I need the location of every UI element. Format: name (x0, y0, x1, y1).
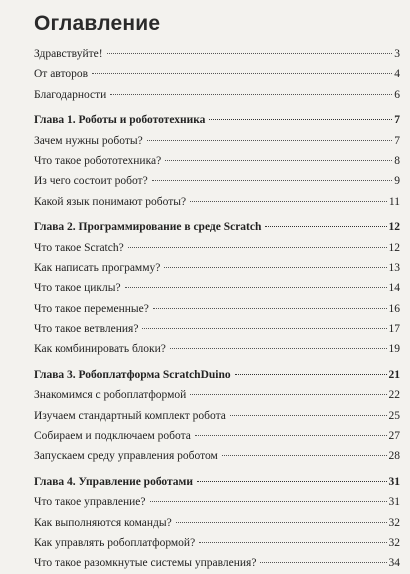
toc-entry-label: Что такое переменные? (34, 302, 149, 315)
toc-page-number: 4 (394, 68, 400, 81)
dot-leader (147, 140, 393, 141)
toc-page-number: 28 (388, 450, 400, 463)
toc-chapter-row (0, 217, 410, 237)
dot-leader (165, 160, 392, 161)
toc-entry-label: Глава 2. Программирование в среде Scratch (34, 221, 262, 234)
toc-entry-label: Что такое ветвления? (34, 323, 139, 336)
toc-page-number: 32 (388, 516, 400, 529)
toc-entry-row (0, 258, 410, 278)
toc-page-number: 32 (388, 536, 400, 549)
toc-entry-label: Глава 4. Управление роботами (34, 475, 194, 488)
toc-entry-label: Изучаем стандартный комплект робота (34, 409, 226, 422)
dot-leader (190, 394, 386, 395)
toc-entry-row (0, 238, 410, 258)
toc-page-number: 27 (388, 430, 400, 443)
toc-entry-label: Что такое разомкнутые системы управления? (34, 557, 257, 570)
toc-entry-row (0, 319, 410, 339)
toc-chapter-row (0, 472, 410, 492)
toc-entry-label: От авторов (34, 68, 89, 81)
toc-page-number: 8 (394, 154, 400, 167)
toc-entry-label: Запускаем среду управления роботом (34, 450, 218, 463)
dot-leader (110, 94, 392, 95)
toc-page-number: 14 (388, 282, 400, 295)
toc-entry-row (0, 131, 410, 151)
toc-entry-label: Что такое робототехника? (34, 154, 162, 167)
toc-page-number: 12 (388, 221, 400, 234)
toc-entry-label: Что такое управление? (34, 496, 146, 509)
toc-page-number: 16 (388, 302, 400, 315)
toc-page-number: 12 (388, 241, 400, 254)
dot-leader (197, 481, 386, 482)
toc-entry-row (0, 553, 410, 573)
dot-leader (199, 542, 386, 543)
dot-leader (260, 562, 386, 563)
toc-entry-row (0, 278, 410, 298)
toc-chapter-row (0, 365, 410, 385)
dot-leader (125, 287, 387, 288)
toc-entry-label: Как написать программу? (34, 261, 161, 274)
toc-entry-row (0, 385, 410, 405)
toc-entry-row (0, 446, 410, 466)
toc-entry-label: Из чего состоит робот? (34, 175, 148, 188)
dot-leader (176, 522, 387, 523)
dot-leader (150, 501, 387, 502)
toc-chapter-row (0, 110, 410, 130)
toc-entry-label: Глава 1. Роботы и робототехника (34, 114, 206, 127)
dot-leader (152, 180, 393, 181)
toc-page-number: 21 (388, 368, 400, 381)
toc-page-number: 34 (388, 557, 400, 570)
toc-page-number: 31 (388, 475, 400, 488)
toc-entry-row (0, 426, 410, 446)
toc-entry-label: Глава 3. Робоплатформа ScratchDuino (34, 368, 231, 381)
toc-entry-row (0, 513, 410, 533)
toc-entry-label: Какой язык понимают роботы? (34, 195, 187, 208)
toc-entry-label: Зачем нужны роботы? (34, 134, 143, 147)
dot-leader (209, 119, 392, 120)
toc-entry-label: Благодарности (34, 88, 107, 101)
toc-entry-label: Что такое циклы? (34, 282, 121, 295)
dot-leader (142, 328, 386, 329)
toc-entry-row (0, 64, 410, 84)
toc-page-number: 7 (394, 134, 400, 147)
dot-leader (235, 374, 387, 375)
toc-page-number: 11 (388, 195, 400, 208)
toc-entry-label: Как управлять робоплатформой? (34, 536, 196, 549)
toc-entry-row (0, 299, 410, 319)
toc-entry-label: Что такое Scratch? (34, 241, 124, 254)
toc-page-number: 25 (388, 409, 400, 422)
toc-page-number: 13 (388, 261, 400, 274)
toc-page-number: 9 (394, 175, 400, 188)
dot-leader (222, 455, 387, 456)
toc-page-number: 19 (388, 343, 400, 356)
dot-leader (195, 435, 387, 436)
dot-leader (230, 415, 387, 416)
toc-entry-label: Как выполняются команды? (34, 516, 172, 529)
toc-entry-row (0, 492, 410, 512)
toc-page-number: 7 (394, 114, 400, 127)
toc-page-number: 22 (388, 389, 400, 402)
toc-entry-label: Знакомимся с робоплатформой (34, 389, 187, 402)
toc-page-number: 17 (388, 323, 400, 336)
dot-leader (107, 53, 393, 54)
toc-entry-row (0, 406, 410, 426)
toc-entry-row (0, 192, 410, 212)
dot-leader (164, 267, 386, 268)
toc-entry-row (0, 44, 410, 64)
toc-page-number: 3 (394, 48, 400, 60)
toc-page-number: 6 (394, 88, 400, 101)
dot-leader (153, 308, 387, 309)
dot-leader (128, 247, 387, 248)
toc-entry-label: Собираем и подключаем робота (34, 430, 191, 443)
dot-leader (170, 348, 387, 349)
dot-leader (265, 226, 386, 227)
toc-entry-row (0, 533, 410, 553)
toc-entries (0, 44, 410, 574)
toc-entry-label: Как комбинировать блоки? (34, 343, 166, 356)
toc-entry-row (0, 85, 410, 105)
page-title: Оглавление (34, 12, 161, 35)
toc-entry-label: Здравствуйте! (34, 48, 103, 60)
toc-entry-row (0, 171, 410, 191)
dot-leader (92, 73, 392, 74)
toc-entry-row (0, 339, 410, 359)
toc-entry-row (0, 151, 410, 171)
dot-leader (190, 201, 387, 202)
toc-page-number: 31 (388, 496, 400, 509)
